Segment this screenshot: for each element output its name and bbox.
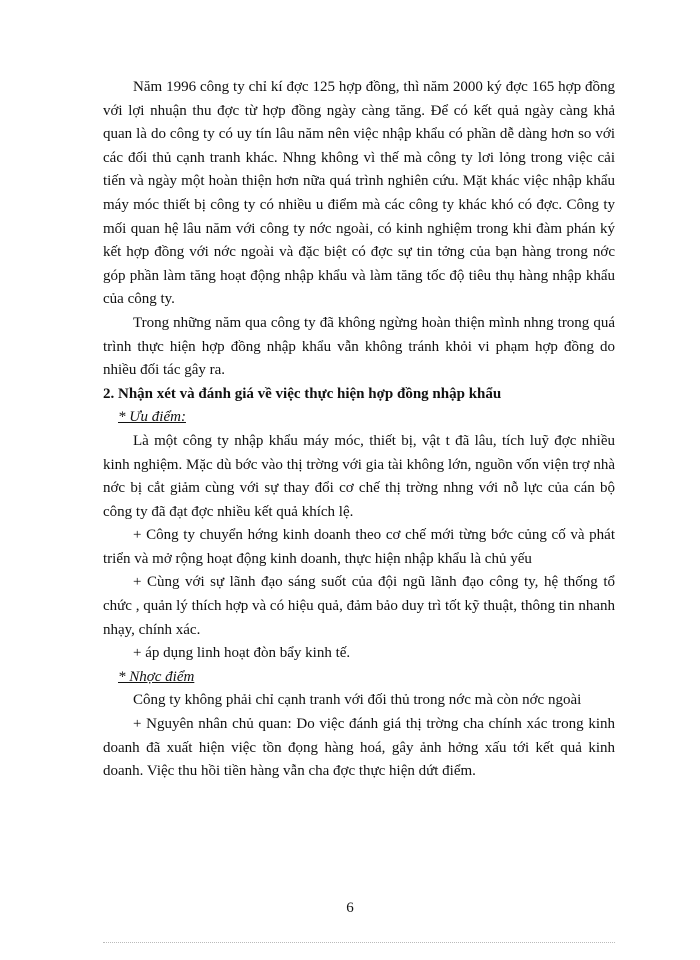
page-number: 6 [346, 900, 354, 916]
document-body [103, 76, 615, 784]
advantages-paragraph-economic-lever: + áp dụng linh hoạt đòn bẩy kinh tế. [133, 645, 351, 662]
disadvantages-heading: * Nhợc điểm [118, 668, 195, 685]
disadvantages-paragraph-subjective-cause: + Nguyên nhân chủ quan: Do việc đánh giá thị trờng cha chính xác trong kinh doanh đã xuất hiện việc tồn đọng hàng hoá, gây ảnh hởng xấu tới kết quả kinh doanh. Việc thu hồi tiền hàng vẫn cha đợc thực hiện dứt điểm. [103, 716, 615, 780]
advantages-paragraph-leadership: + Cùng với sự lãnh đạo sáng suốt của đội ngũ lãnh đạo công ty, hệ thống tổ chức , quản lý thích hợp và có hiệu quả, đảm bảo duy trì tốt kỹ thuật, thông tin nhanh nhạy, chính xác. [103, 574, 615, 638]
advantages-paragraph-business-shift: + Công ty chuyển hớng kinh doanh theo cơ chế mới từng bớc củng cố và phát triển và mở rộng hoạt động kinh doanh, thực hiện nhập khẩu là chủ yếu [103, 527, 615, 567]
section-heading: 2. Nhận xét và đánh giá về việc thực hiện hợp đồng nhập khẩu [103, 385, 502, 402]
bottom-divider [103, 942, 615, 943]
paragraph-contract-violations: Trong những năm qua công ty đã không ngừng hoàn thiện mình nhng trong quá trình thực hiện hợp đồng nhập khẩu vẫn không tránh khỏi vi phạm hợp đồng do nhiều đối tác gây ra. [103, 314, 615, 379]
paragraph-results-1996-2000: Năm 1996 công ty chỉ kí đợc 125 hợp đồng, thì năm 2000 ký đợc 165 hợp đồng với lợi nhuận thu đợc từ hợp đồng ngày càng tăng. Để có kết quả ngày càng khả quan là do công ty có uy tín lâu năm nên việc nhập khẩu có phần dễ dàng hơn so với các đối thủ cạnh tranh khác. Nhng không vì thế mà công ty lơi lỏng trong việc cải tiến và ngày một hoàn thiện hơn nữa quá trình nghiên cứu. Mặt khác việc nhập khẩu máy móc thiết bị công ty có nhiều u điểm mà các công ty khác khó có đợc. Công ty mối quan hệ lâu năm với công ty nớc ngoài, có kinh nghiệm trong khi đàm phán ký kết hợp đồng với nớc ngoài và đặc biệt có đợc sự tin tởng của bạn hàng trong nớc góp phần làm tăng hoạt động nhập khẩu và làm tăng tốc độ tiêu thụ hàng nhập khẩu của công ty. [103, 79, 615, 308]
disadvantages-paragraph-competition: Công ty không phải chỉ cạnh tranh với đối thủ trong nớc mà còn nớc ngoài [133, 692, 582, 709]
advantages-paragraph-intro: Là một công ty nhập khẩu máy móc, thiết bị, vật t đã lâu, tích luỹ đợc nhiều kinh nghiệm. Mặc dù bớc vào thị trờng với gia tài không lớn, nguồn vốn viện trợ nhà nớc bị cắt giảm cùng với sự thay đổi cơ chế thị trờng nhng với nỗ lực của cán bộ công ty đã đạt đợc nhiều kết quả khích lệ. [103, 432, 615, 520]
advantages-heading: * Ưu điểm: [118, 409, 186, 426]
